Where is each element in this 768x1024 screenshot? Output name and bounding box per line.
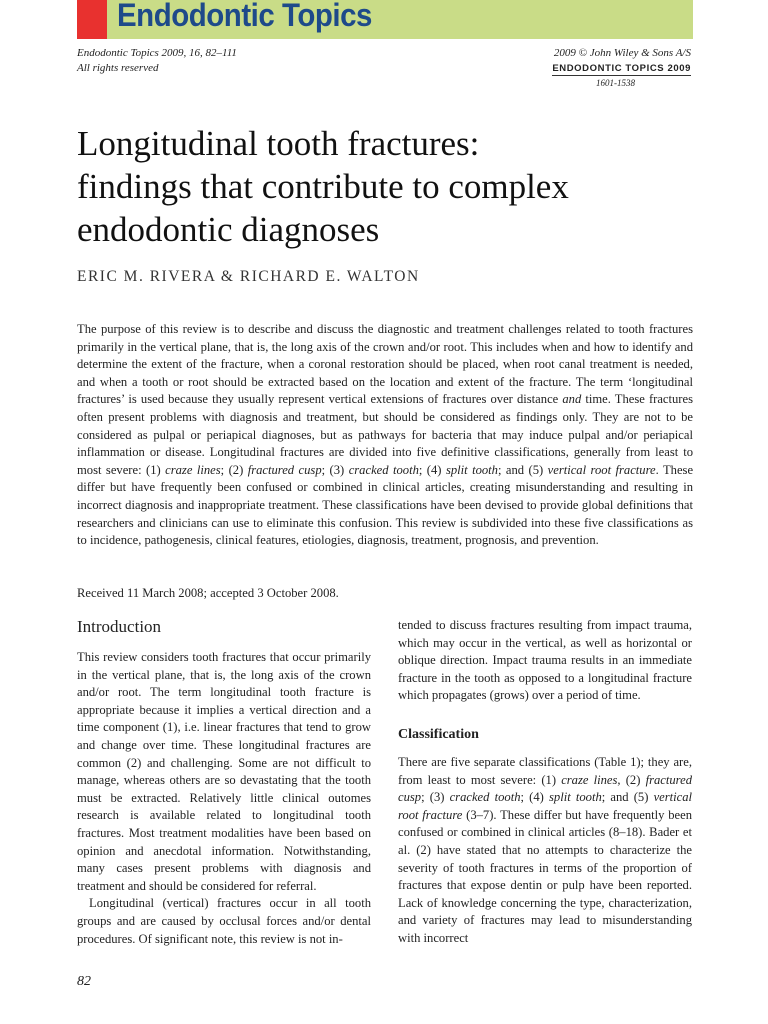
classification-term: split tooth [549, 790, 602, 805]
abstract-emphasis: and [562, 392, 582, 407]
title-line: findings that contribute to complex [77, 167, 569, 206]
classification-term: cracked tooth [449, 790, 521, 805]
classification-term: cracked tooth [348, 462, 419, 477]
abstract-text: ; (3) [321, 462, 349, 477]
right-column [398, 617, 692, 948]
paragraph-text: There are five separate classifications (Table 1); they are, from least to most severe: (1) [398, 754, 692, 787]
classification-term: vertical root fracture [547, 462, 656, 477]
received-dates: Received 11 March 2008; accepted 3 October 2008. [77, 586, 339, 600]
abstract-text: The purpose of this review is to describe and discuss the diagnostic and treatment challenges related to tooth fractures primarily in the vertical plane, that is, the long axis of the crown and/or root. This includes when and how to identify and determine the extent of the fracture, when a coronal restoration should be placed, when root canal treatment is needed, and when a tooth or root should be extracted based on the location and extent of the fracture. The term ‘longitudinal fractures’ is used because they usually represent vertical extensions of fractures over distance [77, 322, 693, 407]
classification-term: craze lines [165, 462, 221, 477]
article-title [77, 122, 707, 251]
classification-term: vertical root fracture [398, 790, 693, 822]
authors: ERIC M. RIVERA & RICHARD E. WALTON [77, 268, 420, 285]
issn: 1601-1538 [596, 78, 635, 88]
paragraph: Longitudinal (vertical) fractures occur in all tooth groups and are caused by occlusal forces and/or dental procedures. Of significant note, this review is not in- [77, 896, 371, 946]
classification-term: craze lines [561, 772, 618, 787]
classification-term: split tooth [445, 462, 498, 477]
section-heading-introduction: Introduction [77, 617, 162, 636]
citation-header [77, 46, 237, 76]
title-line: endodontic diagnoses [77, 210, 380, 249]
paragraph-text: ; (4) [520, 790, 549, 805]
abstract-text: time. These fractures often present problems with diagnosis and treatment, but should be considered as findings only. They are not to be considered as pulpal or periapical diagnoses, but as pathways for bacteria that may induce pulpal and/or periapical inflammation or disease. Longitudinal fractures are divided into five definitive classifications, generally from least to most severe: (1) [77, 392, 693, 477]
journal-banner-title: Endodontic Topics [117, 0, 372, 33]
section-heading-classification: Classification [398, 726, 479, 742]
rights-notice: All rights reserved [77, 62, 159, 74]
paragraph-text: ; and (5) [601, 790, 654, 805]
paragraph-text: ; (3) [421, 790, 450, 805]
copyright: 2009 © John Wiley & Sons A/S [553, 47, 691, 59]
paragraph [398, 754, 692, 948]
abstract-text: . These differ but have frequently been confused or combined in clinical articles, creating misunderstanding and resulting in incorrect diagnosis and inappropriate treatment. These classifications have been devised to provide global definitions that researchers and clinicians can use to eliminate this confusion. This review is subdivided into these five classifications as to incidence, pathogenesis, clinical features, etiologies, diagnosis, treatment, prognosis, and prevention. [77, 462, 694, 548]
abstract-text: ; (2) [220, 462, 248, 477]
paragraph: tended to discuss fractures resulting from impact trauma, which may occur in the vertical, as well as horizontal or oblique direction. Impact trauma results in an immediate fracture in the tooth as opposed to a longitudinal fracture which propagates (grows) over a period of time. [398, 618, 692, 703]
journal-name: ENDODONTIC TOPICS 2009 [552, 63, 691, 74]
abstract-text: ; (4) [418, 462, 446, 477]
classification-term: fractured cusp [398, 772, 692, 805]
paragraph-text: (3–7). These differ but have frequently been confused or combined in clinical articles (8–18). Bader et al. (2) have stated that no attempts to characterize the severity of tooth fractures in terms of the proportion of fractures that expose dentin or pulp have been reported. Lack of knowledge concerning the type, characterization, and variety of fractures may lead to misunderstanding with incorrect [398, 807, 692, 945]
classification-term: fractured cusp [247, 462, 322, 477]
paragraph-text: , (2) [617, 772, 646, 787]
abstract [77, 321, 693, 550]
abstract-text: ; and (5) [497, 462, 548, 477]
publisher-header [552, 46, 691, 91]
citation: Endodontic Topics 2009, 16, 82–111 [77, 47, 237, 59]
banner-accent-block [77, 0, 107, 39]
left-column [77, 616, 371, 948]
paragraph: This review considers tooth fractures that occur primarily in the vertical plane, that is, the long axis of the crown and/or root. The term longitudinal tooth fracture is appropriate because it implies a vertical direction and a time component (1), i.e. linear fractures that tend to grow and change over time. These longitudinal fractures are common (2) and challenging. Some are not difficult to manage, whereas others are so devastating that the tooth must be extracted. Relatively little clinical outomes research is available related to longitudinal tooth fractures. Most treatment modalities have been based on opinion and anecdotal information. Notwithstanding, many cases present problems with diagnosis and treatment and should be considered for referral. [77, 650, 371, 893]
title-line: Longitudinal tooth fractures: [77, 124, 480, 163]
page-number: 82 [77, 974, 91, 989]
